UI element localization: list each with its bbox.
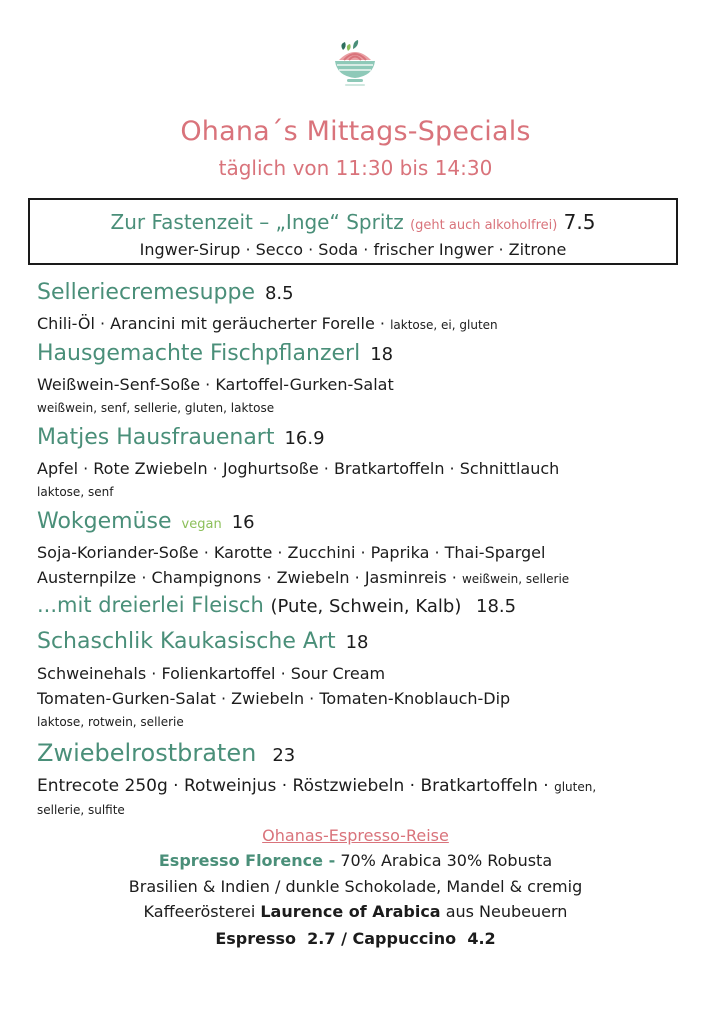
item-price: 18.5 <box>476 596 517 617</box>
item-allergens: laktose, senf <box>37 485 114 499</box>
special-description: Ingwer-Sirup · Secco · Soda · frischer Ingwer · Zitrone <box>139 240 567 259</box>
item-description <box>37 568 569 587</box>
menu-item-variant <box>37 593 516 617</box>
item-line: Austernpilze · Champignons · Zwiebeln · Jasminreis · <box>37 568 457 587</box>
item-allergens: weißwein, senf, sellerie, gluten, laktose <box>37 401 275 415</box>
menu-item-name <box>37 280 294 305</box>
opening-hours: täglich von 11:30 bis 14:30 <box>218 156 493 180</box>
menu-item-name <box>37 739 295 767</box>
espresso-roaster <box>0 902 711 921</box>
item-detail: (Pute, Schwein, Kalb) <box>270 596 462 617</box>
blend-composition: 70% Arabica 30% Robusta <box>340 851 553 870</box>
blend-name: Espresso Florence - <box>158 851 336 870</box>
item-description: Apfel · Rote Zwiebeln · Joghurtsoße · Bratkartoffeln · Schnittlauch <box>37 459 560 478</box>
menu-item-name <box>37 425 325 450</box>
espresso-notes: Brasilien & Indien / dunkle Schokolade, Mandel & cremig <box>128 877 583 896</box>
special-note: (geht auch alkoholfrei) <box>410 218 558 233</box>
item-title: Schaschlik Kaukasische Art <box>37 629 336 654</box>
item-line: Entrecote 250g · Rotweinjus · Röstzwiebeln · Bratkartoffeln · <box>37 776 549 796</box>
menu-item-name <box>37 629 368 654</box>
item-allergens: laktose, ei, gluten <box>390 318 498 332</box>
bowl-logo-icon <box>331 40 379 92</box>
item-description <box>37 314 498 333</box>
item-allergens: sellerie, sulfite <box>37 803 125 817</box>
page-title: Ohana´s Mittags-Specials <box>180 116 531 147</box>
item-description: Tomaten-Gurken-Salat · Zwiebeln · Tomaten-Knoblauch-Dip <box>37 689 511 708</box>
special-price: 7.5 <box>563 210 596 234</box>
item-allergens: weißwein, sellerie <box>461 572 570 586</box>
item-description: Schweinehals · Folienkartoffel · Sour Cream <box>37 664 386 683</box>
item-title: Zwiebelrostbraten <box>37 739 257 767</box>
item-title: ...mit dreierlei Fleisch <box>37 593 264 617</box>
coffee-prices: Espresso 2.7 / Cappuccino 4.2 <box>215 929 496 948</box>
item-line: Chili-Öl · Arancini mit geräucherter Forelle · <box>37 314 385 333</box>
item-title: Selleriecremesuppe <box>37 280 255 305</box>
item-title: Hausgemachte Fischpflanzerl <box>37 341 361 366</box>
menu-item-name <box>37 509 255 534</box>
espresso-heading: Ohanas-Espresso-Reise <box>262 826 449 845</box>
item-description: Soja-Koriander-Soße · Karotte · Zucchini · Paprika · Thai-Spargel <box>37 543 546 562</box>
special-box <box>28 198 678 265</box>
item-description <box>37 776 596 796</box>
special-name: Zur Fastenzeit – „Inge“ Spritz <box>110 210 404 234</box>
item-price: 23 <box>272 745 296 766</box>
item-description: Weißwein-Senf-Soße · Kartoffel-Gurken-Salat <box>37 375 394 394</box>
item-price: 16.9 <box>284 428 325 449</box>
item-price: 16 <box>231 512 255 533</box>
item-price: 8.5 <box>264 283 294 304</box>
item-allergens: gluten, <box>554 780 597 794</box>
item-price: 18 <box>370 344 394 365</box>
menu-item-name <box>37 341 393 366</box>
item-price: 18 <box>345 632 369 653</box>
item-title: Wokgemüse <box>37 509 172 534</box>
roaster-name: Laurence of Arabica <box>260 902 441 921</box>
roaster-prefix: Kaffeerösterei <box>143 902 256 921</box>
espresso-blend <box>0 851 711 870</box>
item-allergens: laktose, rotwein, sellerie <box>37 715 184 729</box>
vegan-tag: vegan <box>181 517 222 532</box>
roaster-suffix: aus Neubeuern <box>445 902 568 921</box>
item-title: Matjes Hausfrauenart <box>37 425 275 450</box>
special-title-line <box>30 210 676 234</box>
